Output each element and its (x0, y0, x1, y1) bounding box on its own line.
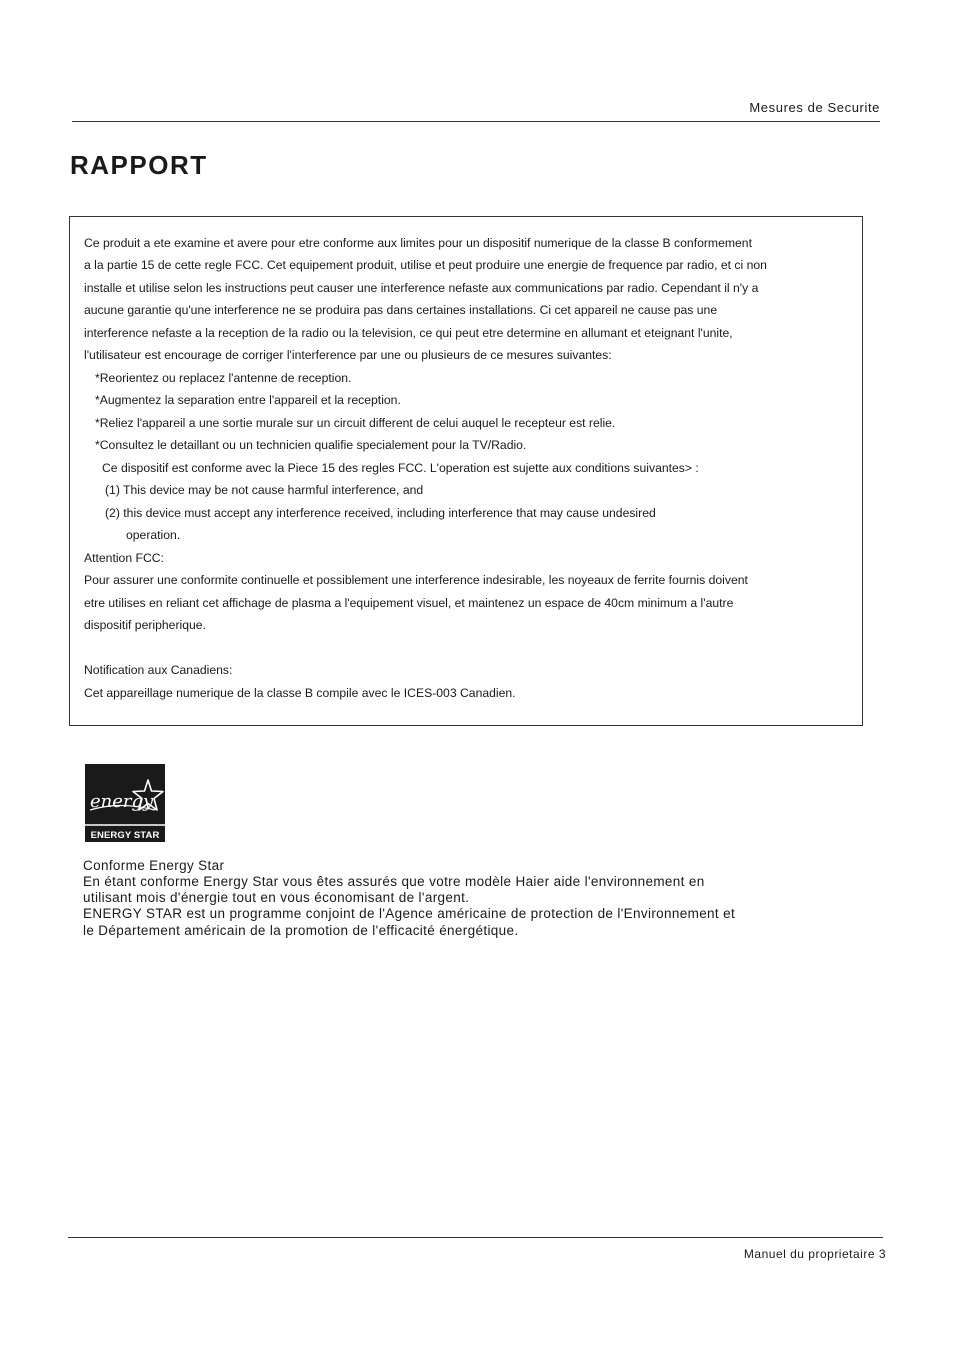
fcc-statement-box (69, 216, 863, 726)
fcc-bullet: *Consultez le detaillant ou un technicien qualifie specialement pour la TV/Radio. (95, 438, 527, 452)
fcc-line: Ce produit a ete examine et avere pour etre conforme aux limites pour un dispositif numerique de la classe B conformement (84, 236, 752, 250)
energy-star-text: le Département américain de la promotion de l'efficacité énergétique. (83, 923, 519, 938)
energy-star-logo (85, 764, 165, 842)
energy-star-text: ENERGY STAR est un programme conjoint de l'Agence américaine de protection de l'Environnement et (83, 906, 736, 921)
footer-divider (68, 1237, 883, 1238)
header-divider (72, 121, 880, 122)
page-title: RAPPORT (70, 150, 208, 180)
fcc-condition: (1) This device may be not cause harmful interference, and (105, 483, 424, 497)
fcc-line: etre utilises en reliant cet affichage de plasma a l'equipement visuel, et maintenez un espace de 40cm minimum a l'autre (84, 596, 734, 610)
fcc-line: Cet appareillage numerique de la classe B compile avec le ICES-003 Canadien. (84, 686, 516, 700)
fcc-line: a la partie 15 de cette regle FCC. Cet equipement produit, utilise et peut produire une energie de frequence par radio, et ci non (84, 258, 767, 272)
fcc-condition: operation. (126, 528, 181, 542)
energy-star-text: En étant conforme Energy Star vous êtes assurés que votre modèle Haier aide l'environnement en (83, 874, 705, 889)
fcc-line: installe et utilise selon les instructions peut causer une interference nefaste aux communications par radio. Cependant il n'y a (84, 281, 759, 295)
fcc-line: Pour assurer une conformite continuelle et possiblement une interference indesirable, les noyeaux de ferrite fournis doivent (84, 573, 748, 587)
fcc-line: interference nefaste a la reception de la radio ou la television, ce qui peut etre determine en allumant et eteignant l'unite, (84, 326, 733, 340)
header-section-label: Mesures de Securite (749, 100, 880, 115)
fcc-condition: (2) this device must accept any interference received, including interference that may cause undesired (105, 506, 656, 520)
fcc-line: aucune garantie qu'une interference ne se produira pas dans certaines installations. Ci cet appareil ne cause pas une (84, 303, 718, 317)
fcc-bullet: *Augmentez la separation entre l'appareil et la reception. (95, 393, 401, 407)
fcc-bullet: *Reliez l'appareil a une sortie murale sur un circuit different de celui auquel le recepteur est relie. (95, 416, 616, 430)
energy-star-text: utilisant mois d'énergie tout en vous économisant de l'argent. (83, 890, 470, 905)
fcc-line: dispositif peripherique. (84, 618, 206, 632)
energy-star-logo-label: ENERGY STAR (90, 830, 160, 841)
footer-page-label: Manuel du proprietaire 3 (743, 1247, 886, 1261)
fcc-line: l'utilisateur est encourage de corriger l'interference par une ou plusieurs de ce mesures suivantes: (84, 348, 612, 362)
fcc-line: Ce dispositif est conforme avec la Piece 15 des regles FCC. L'operation est sujette aux conditions suivantes> : (102, 461, 699, 475)
fcc-bullet: *Reorientez ou replacez l'antenne de reception. (95, 371, 352, 385)
fcc-heading: Attention FCC: (84, 551, 164, 565)
energy-star-heading: Conforme Energy Star (83, 858, 225, 873)
fcc-heading: Notification aux Canadiens: (84, 663, 233, 677)
energy-script-text: energy (90, 791, 154, 812)
